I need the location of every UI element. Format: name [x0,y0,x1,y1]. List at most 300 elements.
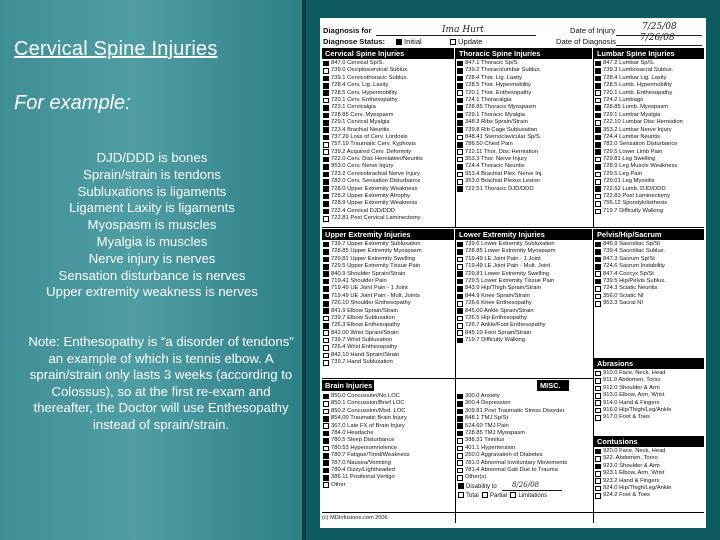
checkbox[interactable] [457,416,463,422]
checkbox[interactable] [323,330,329,336]
abrasions-item[interactable] [594,400,704,407]
cervical-item[interactable] [322,67,454,74]
misc-item[interactable] [456,460,592,467]
checkbox[interactable] [595,378,601,384]
thoracic-item[interactable] [456,156,592,163]
checkbox[interactable] [595,393,601,399]
checkbox[interactable] [323,353,329,359]
disability-checkbox[interactable] [458,483,464,489]
checkbox[interactable] [457,120,463,126]
status-update[interactable] [450,37,483,46]
thoracic-item[interactable] [456,171,592,178]
thoracic-item[interactable] [456,149,592,156]
brain-item[interactable] [322,482,454,489]
checkbox[interactable] [457,468,463,474]
checkbox[interactable] [457,394,463,400]
checkbox[interactable] [595,249,601,255]
checkbox[interactable] [323,242,329,248]
checkbox[interactable] [595,201,601,207]
abrasions-item[interactable] [594,377,704,384]
pelvis-item[interactable] [594,256,704,263]
lower-item[interactable] [456,337,592,344]
checkbox[interactable] [595,127,601,133]
checkbox[interactable] [457,446,463,452]
checkbox[interactable] [595,98,601,104]
checkbox[interactable] [323,135,329,141]
checkbox[interactable] [323,61,329,67]
lower-item[interactable] [456,285,592,292]
checkbox[interactable] [595,61,601,67]
lower-item[interactable] [456,308,592,315]
abrasions-item[interactable] [594,392,704,399]
checkbox[interactable] [595,456,601,462]
checkbox[interactable] [595,415,601,421]
checkbox[interactable] [323,201,329,207]
cervical-item[interactable] [322,178,454,185]
brain-item[interactable] [322,467,454,474]
lumbar-item[interactable] [594,208,704,215]
checkbox[interactable] [457,105,463,111]
lumbar-item[interactable] [594,75,704,82]
thoracic-item[interactable] [456,60,592,67]
checkbox[interactable] [323,401,329,407]
cervical-item[interactable] [322,141,454,148]
checkbox[interactable] [323,120,329,126]
example-heading: For example: [14,92,131,114]
brain-item[interactable] [322,437,454,444]
diagnosis-date[interactable]: 7/26/08 [640,33,675,43]
lumbar-item[interactable] [594,112,704,119]
brain-item[interactable] [322,415,454,422]
contusions-item[interactable] [594,463,704,470]
checkbox[interactable] [595,371,601,377]
lumbar-item[interactable] [594,141,704,148]
checkbox[interactable] [323,149,329,155]
checkbox[interactable] [457,135,463,141]
pelvis-item[interactable] [594,300,704,307]
cervical-item[interactable] [322,60,454,67]
upper-item[interactable] [322,315,454,322]
checkbox[interactable] [595,493,601,499]
checkbox[interactable] [323,186,329,192]
checkbox[interactable] [457,98,463,104]
lumbar-item[interactable] [594,193,704,200]
checkbox[interactable] [323,460,329,466]
contusions-item-label: 923.1 Elbow, Arm, Wrist [603,470,665,477]
upper-item[interactable] [322,330,454,337]
note-text: Note: Enthesopathy is “a disorder of tendons” an example of which is tennis elbow. A sprain/strain only lasts 3 weeks (according to Colossus), so at the first re-exam and thereafter, the Doctor will use Enthesopathy instead of sprain/strain. [28,334,294,432]
checkbox[interactable] [595,400,601,406]
pelvis-item[interactable] [594,285,704,292]
lumbar-item[interactable] [594,104,704,111]
brain-item[interactable] [322,474,454,481]
checkbox[interactable] [323,172,329,178]
lumbar-item[interactable] [594,97,704,104]
checkbox[interactable] [323,323,329,329]
upper-item[interactable] [322,337,454,344]
initial-checkbox[interactable] [396,39,402,45]
brain-item[interactable] [322,460,454,467]
checkbox[interactable] [457,164,463,170]
lumbar-item[interactable] [594,149,704,156]
brain-item[interactable] [322,400,454,407]
misc-item[interactable] [456,452,592,459]
checkbox[interactable] [457,453,463,459]
lower-item[interactable] [456,263,592,270]
misc-item[interactable] [456,437,592,444]
checkbox[interactable] [595,135,601,141]
cervical-item[interactable] [322,171,454,178]
checkbox[interactable] [323,83,329,89]
cervical-item[interactable] [322,104,454,111]
checkbox[interactable] [323,286,329,292]
lumbar-item[interactable] [594,171,704,178]
disability-date[interactable]: 8/26/08 [512,481,539,489]
lumbar-item[interactable] [594,134,704,141]
checkbox[interactable] [457,257,463,263]
checkbox[interactable] [323,216,329,222]
cervical-item[interactable] [322,186,454,193]
checkbox[interactable] [323,468,329,474]
checkbox[interactable] [457,179,463,185]
lower-item[interactable] [456,293,592,300]
injury-date[interactable]: 7/25/08 [642,22,677,32]
abrasions-item[interactable] [594,407,704,414]
checkbox[interactable] [323,446,329,452]
lower-item[interactable] [456,241,592,248]
lower-item[interactable] [456,322,592,329]
checkbox[interactable] [323,179,329,185]
checkbox[interactable] [595,113,601,119]
checkbox[interactable] [595,449,601,455]
misc-item[interactable] [456,445,592,452]
checkbox[interactable] [457,172,463,178]
thoracic-item[interactable] [456,112,592,119]
lumbar-item[interactable] [594,200,704,207]
thoracic-item[interactable] [456,134,592,141]
checkbox[interactable] [595,90,601,96]
brain-item[interactable] [322,408,454,415]
checkbox[interactable] [323,308,329,314]
checkbox[interactable] [323,453,329,459]
checkbox[interactable] [457,475,463,481]
checkbox[interactable] [595,301,601,307]
upper-item[interactable] [322,293,454,300]
abrasions-item[interactable] [594,385,704,392]
pelvis-item[interactable] [594,263,704,270]
cervical-item[interactable] [322,163,454,170]
cervical-item-label: 737.29 Loss of Cerv. Lordosis [331,133,408,140]
checkbox[interactable] [323,76,329,82]
checkbox[interactable] [595,194,601,200]
lower-item[interactable] [456,315,592,322]
pelvis-item[interactable] [594,271,704,278]
checkbox[interactable] [323,345,329,351]
misc-item[interactable] [456,467,592,474]
misc-item-label: 300.4 Depression [465,400,511,407]
checkbox[interactable] [457,149,463,155]
misc-item[interactable] [456,415,592,422]
lower-item[interactable] [456,271,592,278]
checkbox[interactable] [323,257,329,263]
cervical-item[interactable] [322,193,454,200]
checkbox[interactable] [457,301,463,307]
misc-item[interactable] [456,400,592,407]
checkbox[interactable] [323,423,329,429]
checkbox[interactable] [457,401,463,407]
checkbox[interactable] [457,338,463,344]
checkbox[interactable] [323,279,329,285]
upper-item[interactable] [322,308,454,315]
checkbox[interactable] [457,423,463,429]
checkbox[interactable] [323,271,329,277]
checkbox[interactable] [457,142,463,148]
upper-item[interactable] [322,256,454,263]
thoracic-item[interactable] [456,119,592,126]
misc-item[interactable] [456,430,592,437]
checkbox[interactable] [595,279,601,285]
thoracic-item[interactable] [456,104,592,111]
cervical-item[interactable] [322,156,454,163]
checkbox[interactable] [595,172,601,178]
thoracic-item[interactable] [456,141,592,148]
checkbox[interactable] [595,157,601,163]
contusions-item[interactable] [594,478,704,485]
lumbar-item[interactable] [594,90,704,97]
checkbox[interactable] [323,157,329,163]
checkbox[interactable] [323,209,329,215]
checkbox[interactable] [457,330,463,336]
lower-item[interactable] [456,256,592,263]
checkbox[interactable] [457,242,463,248]
checkbox[interactable] [595,464,601,470]
checkbox[interactable] [457,68,463,74]
cervical-item[interactable] [322,90,454,97]
checkbox[interactable] [595,186,601,192]
upper-item[interactable] [322,248,454,255]
upper-item[interactable] [322,359,454,366]
lumbar-item[interactable] [594,156,704,163]
checkbox[interactable] [457,157,463,163]
abrasions-item[interactable] [594,370,704,377]
lumbar-item[interactable] [594,67,704,74]
checkbox[interactable] [595,294,601,300]
cervical-item[interactable] [322,208,454,215]
checkbox[interactable] [595,242,601,248]
patient-name[interactable]: Ima Hurt [442,25,484,35]
lumbar-item[interactable] [594,178,704,185]
checkbox[interactable] [323,409,329,415]
total-checkbox[interactable] [458,492,464,498]
checkbox[interactable] [457,460,463,466]
lower-item[interactable] [456,300,592,307]
checkbox[interactable] [323,416,329,422]
thoracic-item[interactable] [456,97,592,104]
checkbox[interactable] [457,271,463,277]
misc-item[interactable] [456,423,592,430]
thoracic-item[interactable] [456,75,592,82]
checkbox[interactable] [457,438,463,444]
brain-item[interactable] [322,423,454,430]
checkbox[interactable] [323,294,329,300]
thoracic-item[interactable] [456,82,592,89]
checkbox[interactable] [595,149,601,155]
cervical-item-label: 739.1 Cervicothoracic Sublux. [331,74,409,81]
cervical-item[interactable] [322,75,454,82]
checkbox[interactable] [457,76,463,82]
thoracic-item[interactable] [456,178,592,185]
thoracic-item[interactable] [456,163,592,170]
contusions-item[interactable] [594,485,704,492]
cervical-item[interactable] [322,215,454,222]
thoracic-item[interactable] [456,67,592,74]
lumbar-item[interactable] [594,60,704,67]
checkbox[interactable] [595,142,601,148]
upper-item[interactable] [322,300,454,307]
checkbox[interactable] [595,386,601,392]
checkbox[interactable] [323,338,329,344]
checkbox[interactable] [323,431,329,437]
checkbox[interactable] [595,179,601,185]
cervical-item[interactable] [322,112,454,119]
checkbox[interactable] [323,194,329,200]
checkbox[interactable] [595,471,601,477]
pelvis-item[interactable] [594,278,704,285]
pelvis-item[interactable] [594,241,704,248]
limitations-checkbox[interactable] [510,492,516,498]
checkbox[interactable] [457,264,463,270]
upper-item[interactable] [322,344,454,351]
lumbar-item[interactable] [594,82,704,89]
cervical-item[interactable] [322,200,454,207]
checkbox[interactable] [323,482,329,488]
checkbox[interactable] [457,249,463,255]
pelvis-item[interactable] [594,248,704,255]
checkbox[interactable] [457,61,463,67]
lumbar-item[interactable] [594,127,704,134]
checkbox[interactable] [323,164,329,170]
checkbox[interactable] [457,323,463,329]
contusions-item[interactable] [594,455,704,462]
lumbar-item[interactable] [594,163,704,170]
checkbox[interactable] [457,186,463,192]
upper-item[interactable] [322,285,454,292]
checkbox[interactable] [323,475,329,481]
checkbox[interactable] [323,90,329,96]
checkbox[interactable] [457,286,463,292]
checkbox[interactable] [595,83,601,89]
checkbox[interactable] [595,408,601,414]
checkbox[interactable] [595,257,601,263]
checkbox[interactable] [323,394,329,400]
checkbox[interactable] [595,478,601,484]
upper-item[interactable] [322,352,454,359]
checkbox[interactable] [323,127,329,133]
brain-item[interactable] [322,393,454,400]
checkbox[interactable] [595,105,601,111]
checkbox[interactable] [457,409,463,415]
checkbox[interactable] [323,438,329,444]
checkbox[interactable] [323,316,329,322]
lumbar-item[interactable] [594,119,704,126]
upper-item[interactable] [322,263,454,270]
checkbox[interactable] [457,279,463,285]
checkbox[interactable] [323,301,329,307]
status-initial[interactable] [396,37,422,46]
cervical-item[interactable] [322,119,454,126]
lower-item[interactable] [456,248,592,255]
checkbox[interactable] [595,164,601,170]
upper-item[interactable] [322,322,454,329]
checkbox[interactable] [457,294,463,300]
lower-extremity-header: Lower Extremity Injuries [456,229,592,240]
checkbox[interactable] [457,113,463,119]
thoracic-item[interactable] [456,127,592,134]
update-checkbox[interactable] [450,39,456,45]
lower-item[interactable] [456,278,592,285]
brain-item[interactable] [322,430,454,437]
checkbox[interactable] [595,120,601,126]
contusions-item[interactable] [594,492,704,499]
cervical-item[interactable] [322,127,454,134]
lumbar-item[interactable] [594,186,704,193]
thoracic-item-label: 739.2 Thoracolumbar Sublux. [465,67,541,74]
checkbox[interactable] [323,105,329,111]
checkbox[interactable] [323,113,329,119]
contusions-item[interactable] [594,448,704,455]
abrasions-item[interactable] [594,414,704,421]
brain-item[interactable] [322,445,454,452]
cervical-item[interactable] [322,82,454,89]
checkbox[interactable] [595,286,601,292]
misc-item[interactable] [456,393,592,400]
upper-item[interactable] [322,278,454,285]
cervical-item[interactable] [322,97,454,104]
thoracic-item[interactable] [456,90,592,97]
misc-item[interactable] [456,408,592,415]
checkbox[interactable] [457,90,463,96]
checkbox[interactable] [457,127,463,133]
lumbar-item-label: 722.10 Lumbar Disc Herniation [603,119,683,126]
checkbox[interactable] [323,264,329,270]
checkbox[interactable] [323,360,329,366]
checkbox[interactable] [457,431,463,437]
checkbox[interactable] [323,142,329,148]
checkbox[interactable] [595,264,601,270]
checkbox[interactable] [595,68,601,74]
brain-item[interactable] [322,452,454,459]
checkbox[interactable] [595,76,601,82]
lower-item[interactable] [456,330,592,337]
checkbox[interactable] [323,249,329,255]
checkbox[interactable] [457,308,463,314]
checkbox[interactable] [595,209,601,215]
checkbox[interactable] [457,83,463,89]
contusions-item[interactable] [594,470,704,477]
partial-checkbox[interactable] [482,492,488,498]
checkbox[interactable] [323,98,329,104]
checkbox[interactable] [595,486,601,492]
checkbox[interactable] [595,271,601,277]
checkbox[interactable] [323,68,329,74]
checkbox[interactable] [457,316,463,322]
pelvis-item[interactable] [594,293,704,300]
cervical-item[interactable] [322,149,454,156]
thoracic-item[interactable] [456,186,592,193]
upper-item[interactable] [322,241,454,248]
upper-item[interactable] [322,271,454,278]
cervical-item[interactable] [322,134,454,141]
